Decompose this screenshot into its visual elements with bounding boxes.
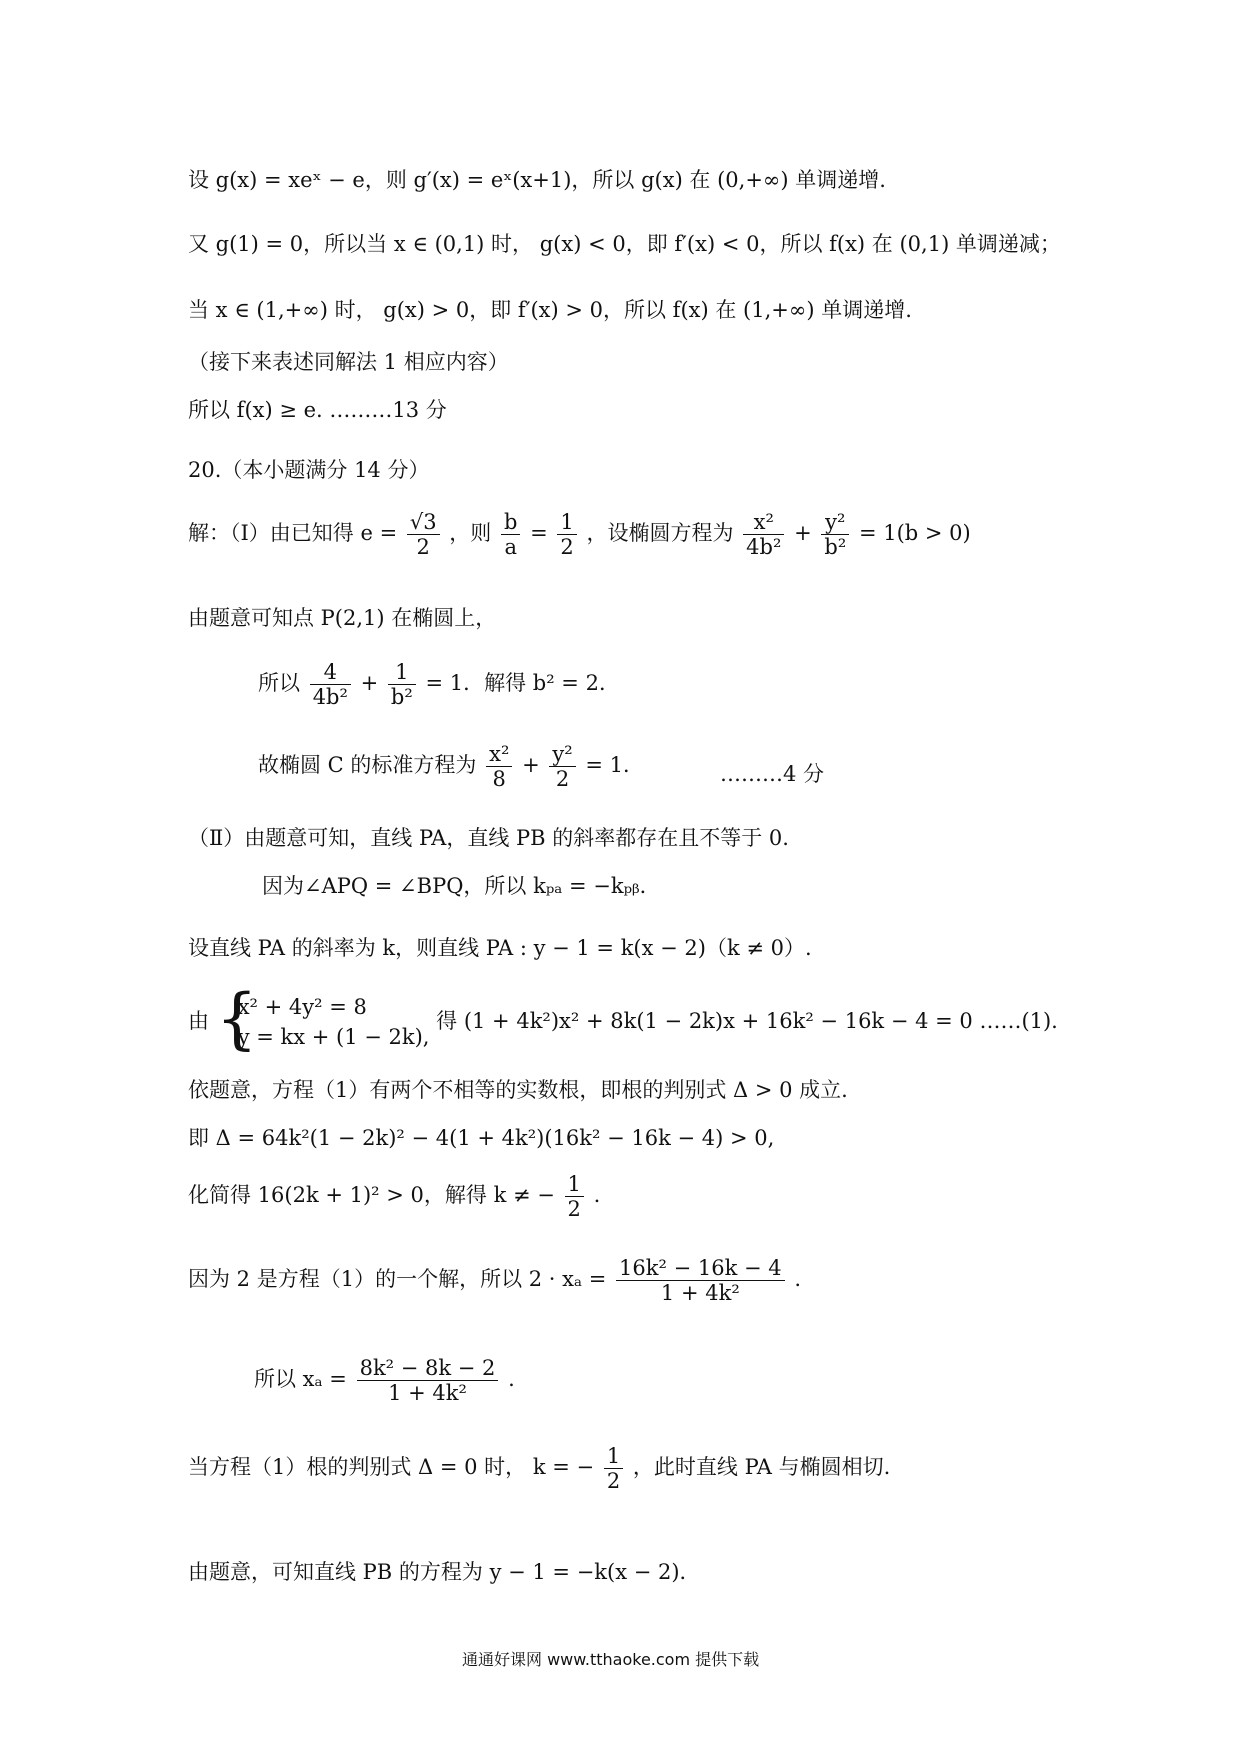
fraction [743,510,784,559]
denominator: 2 [567,1197,581,1222]
denominator: 4b² [312,685,348,710]
denominator: 2 [560,535,574,560]
equation-line [188,1172,600,1221]
numerator: 1 [565,1172,584,1197]
text-segment: ，则 [449,521,492,546]
denominator: 2 [555,767,570,792]
numerator: 1 [557,510,576,535]
text-segment: ，设椭圆方程为 [586,521,734,546]
text-segment: 由 [188,1008,209,1033]
text-line: 设 g(x) = xeˣ − e，则 g′(x) = eˣ(x+1)，所以 g(x) 在 (0,+∞) 单调递增. [188,168,886,192]
text-segment: . [508,1367,515,1392]
numerator: √3 [407,510,440,535]
text-segment: . [794,1267,801,1292]
text-segment: 所以 xₐ = [254,1367,347,1392]
fraction [357,1356,499,1405]
denominator: 1 + 4k² [660,1281,740,1306]
denominator: b² [390,685,413,710]
text-segment: 得 (1 + 4k²)x² + 8k(1 − 2k)x + 16k² − 16k − 4 = 0 ……(1). [436,1008,1058,1033]
text-line: 设直线 PA 的斜率为 k，则直线 PA : y − 1 = k(x − 2)（k ≠ 0）. [188,936,812,960]
denominator: 8 [492,767,506,792]
text-line: 即 Δ = 64k²(1 − 2k)² − 4(1 + 4k²)(16k² − 16k − 4) > 0, [188,1126,775,1150]
numerator: 16k² − 16k − 4 [616,1256,785,1281]
text-segment: = 1．解得 b² = 2． [425,671,620,696]
equation-line [258,742,644,791]
fraction [501,510,520,559]
fraction [604,1444,623,1493]
numerator: 8k² − 8k − 2 [357,1356,499,1381]
text-segment: 当方程（1）根的判别式 Δ = 0 时， k = − [188,1455,595,1480]
denominator: b² [824,535,847,560]
denominator: 2 [416,535,430,560]
text-segment: 化简得 16(2k + 1)² > 0，解得 k ≠ − [188,1183,555,1208]
text-line: 因为∠APQ = ∠BPQ，所以 kₚₐ = −kₚᵦ． [262,874,661,898]
equation-line [188,1444,890,1493]
denominator: a [504,535,517,560]
denominator: 2 [606,1469,621,1494]
equation-line [188,510,971,559]
numerator: x² [743,510,784,535]
numerator: b [501,510,520,535]
text-line: （接下来表述同解法 1 相应内容） [188,350,509,374]
score-note: ………4 分 [720,762,825,786]
fraction [821,510,849,559]
denominator: 4b² [746,535,782,560]
text-segment: + [794,521,812,546]
numerator: 1 [388,660,416,685]
fraction [388,660,416,709]
page-footer: 通通好课网 www.tthaoke.com 提供下载 [462,1650,760,1669]
text-line: 又 g(1) = 0，所以当 x ∈ (0,1) 时， g(x) < 0，即 f′(x) < 0，所以 f(x) 在 (0,1) 单调递减； [188,232,1061,256]
numerator: 4 [310,660,351,685]
text-segment: 故椭圆 C 的标准方程为 [258,753,477,778]
denominator: 1 + 4k² [388,1381,467,1406]
fraction [557,510,576,559]
equation-line [188,980,1058,1057]
numerator: y² [549,742,575,767]
text-segment: 因为 2 是方程（1）的一个解，所以 2 · xₐ = [188,1267,607,1292]
text-line: 由题意可知点 P(2,1) 在椭圆上， [188,606,497,630]
numerator: 1 [604,1444,623,1469]
numerator: x² [486,742,512,767]
text-segment: 解：（Ⅰ）由已知得 e = [188,521,398,546]
text-line: 由题意，可知直线 PB 的方程为 y − 1 = −k(x − 2)． [188,1560,701,1584]
text-line: 依题意，方程（1）有两个不相等的实数根，即根的判别式 Δ > 0 成立. [188,1078,848,1102]
text-line: （Ⅱ）由题意可知，直线 PA，直线 PB 的斜率都存在且不等于 0. [188,826,789,850]
text-segment: . [593,1183,601,1208]
text-segment: + [360,671,379,696]
system-row: x² + 4y² = 8 [237,995,367,1019]
text-line: 所以 f(x) ≥ e. ………13 分 [188,398,447,422]
numerator: y² [821,510,849,535]
equation-line [258,660,620,709]
system-row: y = kx + (1 − 2k), [237,1025,430,1050]
text-segment: + [522,753,540,778]
fraction [486,742,512,791]
text-segment: 所以 [258,671,300,696]
equation-system [215,980,430,1057]
equation-line [188,1256,801,1305]
text-segment: = [530,521,548,546]
fraction [407,510,440,559]
text-segment: = 1． [585,753,644,778]
problem-heading: 20.（本小题满分 14 分） [188,458,430,482]
fraction [549,742,575,791]
text-segment: = 1(b > 0) [858,521,971,546]
text-line: 当 x ∈ (1,+∞) 时， g(x) > 0，即 f′(x) > 0，所以 f(x) 在 (1,+∞) 单调递增. [188,298,912,322]
brace-icon: { [215,980,258,1057]
text-segment: ，此时直线 PA 与椭圆相切. [632,1455,891,1480]
equation-line [254,1356,515,1405]
fraction [565,1172,584,1221]
fraction [616,1256,785,1305]
fraction [310,660,351,709]
